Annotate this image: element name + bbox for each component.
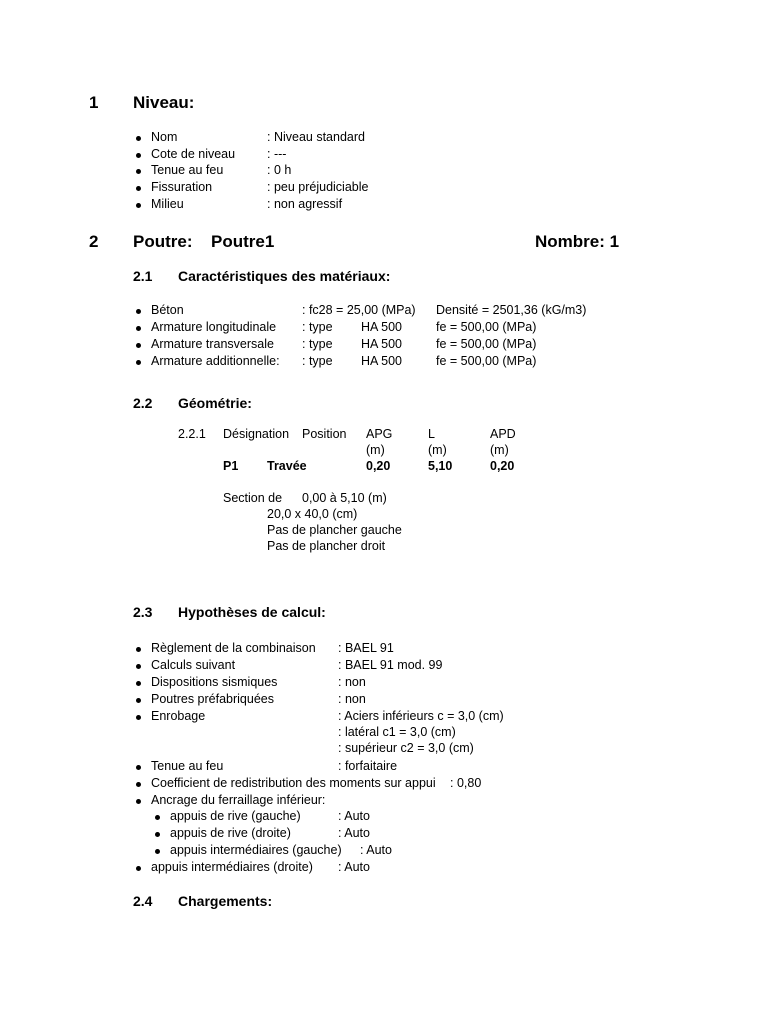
material-type: HA 500 <box>361 337 403 351</box>
bullet <box>155 849 160 854</box>
hypothese-value: : Aciers inférieurs c = 3,0 (cm) <box>338 709 504 723</box>
geo-unit-apg: (m) <box>366 443 385 457</box>
bullet <box>136 186 141 191</box>
material-type: HA 500 <box>361 354 403 368</box>
material-label: Armature transversale <box>151 337 274 351</box>
niveau-cote-value: : --- <box>267 147 287 161</box>
geo-row-designation: P1 <box>223 459 239 473</box>
section-1-number: 1 <box>89 93 99 112</box>
section-2-4-number: 2.4 <box>133 893 153 909</box>
bullet <box>155 832 160 837</box>
plancher-droit: Pas de plancher droit <box>267 539 386 553</box>
section-2-3-number: 2.3 <box>133 604 153 620</box>
bullet <box>136 681 141 686</box>
hypothese-value: : BAEL 91 <box>338 641 394 655</box>
section-2-2-title: Géométrie: <box>178 395 252 411</box>
hypothese-label: Poutres préfabriquées <box>151 692 274 706</box>
hypothese-label: Règlement de la combinaison <box>151 641 316 655</box>
material-value: : type <box>302 354 333 368</box>
bullet <box>136 715 141 720</box>
geo-unit-l: (m) <box>428 443 447 457</box>
bullet <box>136 866 141 871</box>
niveau-tenue-label: Tenue au feu <box>151 163 224 177</box>
bullet <box>136 782 141 787</box>
ancrage-item-value: : Auto <box>338 826 370 840</box>
geo-row-l: 5,10 <box>428 459 453 473</box>
material-extra: fe = 500,00 (MPa) <box>436 354 537 368</box>
hypothese-value: : non <box>338 692 366 706</box>
bullet <box>136 309 141 314</box>
poutre-count: Nombre: 1 <box>535 232 620 251</box>
section-range: 0,00 à 5,10 (m) <box>302 491 387 505</box>
material-value: : fc28 = 25,00 (MPa) <box>302 303 416 317</box>
bullet <box>136 664 141 669</box>
section-dimensions: 20,0 x 40,0 (cm) <box>267 507 358 521</box>
section-2-1-title: Caractéristiques des matériaux: <box>178 268 391 284</box>
ancrage-item-label: appuis de rive (gauche) <box>170 809 301 823</box>
material-value: : type <box>302 320 333 334</box>
geo-row-apg: 0,20 <box>366 459 391 473</box>
hypothese-label: Dispositions sismiques <box>151 675 278 689</box>
appuis-intermediaires-droite-label: appuis intermédiaires (droite) <box>151 860 313 874</box>
niveau-nom-label: Nom <box>151 130 178 144</box>
material-type: HA 500 <box>361 320 403 334</box>
hypothese-value: : BAEL 91 mod. 99 <box>338 658 443 672</box>
geo-header-designation: Désignation <box>223 427 290 441</box>
material-value: : type <box>302 337 333 351</box>
section-label: Section de <box>223 491 283 505</box>
geo-header-position: Position <box>302 427 347 441</box>
geo-row-apd: 0,20 <box>490 459 515 473</box>
section-2-4-title: Chargements: <box>178 893 273 909</box>
bullet <box>136 326 141 331</box>
niveau-nom-value: : Niveau standard <box>267 130 365 144</box>
bullet <box>136 203 141 208</box>
niveau-fissuration-value: : peu préjudiciable <box>267 180 369 194</box>
geo-header-apd: APD <box>490 427 516 441</box>
hypothese-label: Enrobage <box>151 709 206 723</box>
enrobage-lateral: : latéral c1 = 3,0 (cm) <box>338 725 456 739</box>
section-2-2-number: 2.2 <box>133 395 153 411</box>
niveau-fissuration-label: Fissuration <box>151 180 213 194</box>
bullet <box>136 647 141 652</box>
hypothese-value: : non <box>338 675 366 689</box>
appuis-intermediaires-droite-value: : Auto <box>338 860 370 874</box>
ancrage-item-value: : Auto <box>338 809 370 823</box>
bullet <box>136 799 141 804</box>
tenue-feu-label: Tenue au feu <box>151 759 224 773</box>
plancher-gauche: Pas de plancher gauche <box>267 523 402 537</box>
bullet <box>136 698 141 703</box>
coefficient-label: Coefficient de redistribution des moments sur appui <box>151 776 436 790</box>
enrobage-superieur: : supérieur c2 = 3,0 (cm) <box>338 741 474 755</box>
section-2-title-label: Poutre: <box>133 232 193 251</box>
ancrage-item-label: appuis intermédiaires (gauche) <box>170 843 342 857</box>
bullet <box>136 169 141 174</box>
bullet <box>155 815 160 820</box>
bullet <box>136 360 141 365</box>
bullet <box>136 153 141 158</box>
bullet <box>136 765 141 770</box>
ancrage-item-value: : Auto <box>360 843 392 857</box>
material-label: Béton <box>151 303 184 317</box>
material-label: Armature longitudinale <box>151 320 277 334</box>
material-extra: fe = 500,00 (MPa) <box>436 320 537 334</box>
section-2-1-number: 2.1 <box>133 268 153 284</box>
hypothese-label: Calculs suivant <box>151 658 236 672</box>
niveau-milieu-label: Milieu <box>151 197 184 211</box>
material-extra: fe = 500,00 (MPa) <box>436 337 537 351</box>
niveau-milieu-value: : non agressif <box>267 197 343 211</box>
section-1-title: Niveau: <box>133 93 195 112</box>
material-label: Armature additionnelle: <box>151 354 280 368</box>
bullet <box>136 343 141 348</box>
section-2-2-1-number: 2.2.1 <box>178 427 206 441</box>
section-2-title-name: Poutre1 <box>211 232 275 251</box>
geo-unit-apd: (m) <box>490 443 509 457</box>
bullet <box>136 136 141 141</box>
geo-header-apg: APG <box>366 427 393 441</box>
tenue-feu-value: : forfaitaire <box>338 759 398 773</box>
material-extra: Densité = 2501,36 (kG/m3) <box>436 303 587 317</box>
geo-row-position: Travée <box>267 459 307 473</box>
ancrage-label: Ancrage du ferraillage inférieur: <box>151 793 326 807</box>
coefficient-value: : 0,80 <box>450 776 482 790</box>
section-2-3-title: Hypothèses de calcul: <box>178 604 326 620</box>
niveau-tenue-value: : 0 h <box>267 163 292 177</box>
section-2-number: 2 <box>89 232 99 251</box>
niveau-cote-label: Cote de niveau <box>151 147 236 161</box>
geo-header-l: L <box>428 427 435 441</box>
ancrage-item-label: appuis de rive (droite) <box>170 826 291 840</box>
